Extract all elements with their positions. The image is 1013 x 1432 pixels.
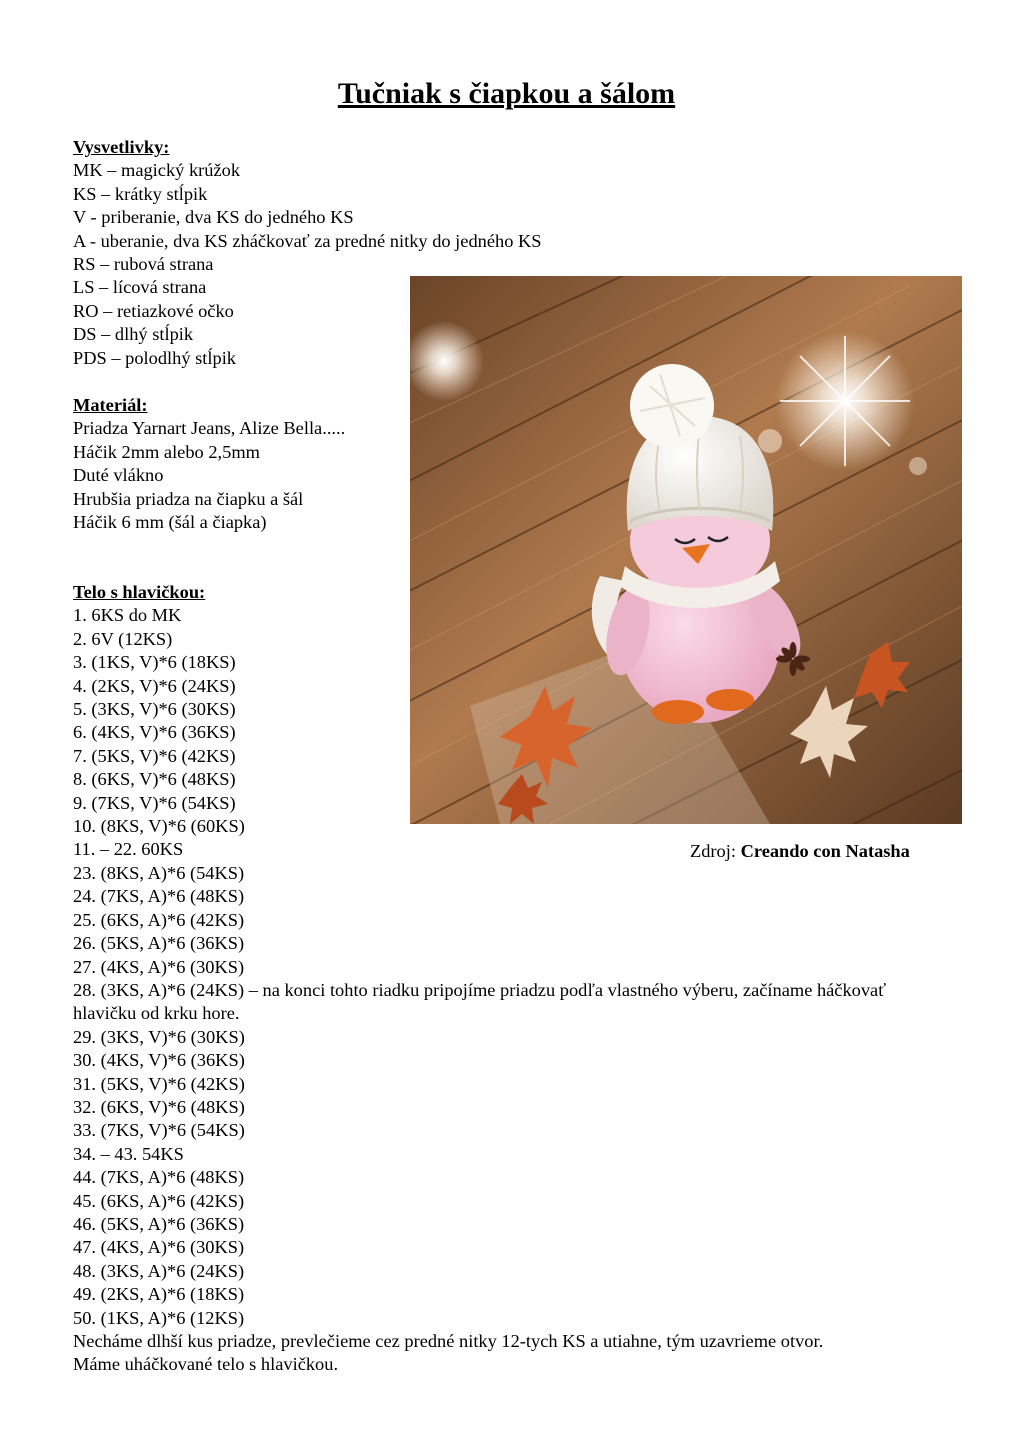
material-item: Priadza Yarnart Jeans, Alize Bella..... bbox=[73, 418, 346, 439]
caption-source: Creando con Natasha bbox=[740, 841, 910, 861]
pattern-row: 46. (5KS, A)*6 (36KS) bbox=[73, 1213, 245, 1234]
legend-item: DS – dlhý stĺpik bbox=[73, 324, 194, 345]
legend-item: V - priberanie, dva KS do jedného KS bbox=[73, 207, 354, 228]
penguin-photo bbox=[410, 276, 962, 824]
pattern-row: 4. (2KS, V)*6 (24KS) bbox=[73, 675, 236, 696]
pattern-row: 9. (7KS, V)*6 (54KS) bbox=[73, 792, 236, 813]
pattern-row: 32. (6KS, V)*6 (48KS) bbox=[73, 1096, 245, 1117]
material-item: Háčik 2mm alebo 2,5mm bbox=[73, 441, 260, 462]
pattern-row: 5. (3KS, V)*6 (30KS) bbox=[73, 699, 236, 720]
pattern-row: 11. – 22. 60KS bbox=[73, 839, 184, 860]
pattern-row: 10. (8KS, V)*6 (60KS) bbox=[73, 816, 245, 837]
pattern-row: 1. 6KS do MK bbox=[73, 605, 182, 626]
pattern-row: 28. (3KS, A)*6 (24KS) – na konci tohto riadku pripojíme priadzu podľa vlastného výberu, začíname háčkovať hlavičku od krku hore. bbox=[73, 979, 887, 1024]
pattern-row: 49. (2KS, A)*6 (18KS) bbox=[73, 1284, 245, 1305]
material-heading: Materiál: bbox=[73, 395, 148, 415]
legend-item: KS – krátky stĺpik bbox=[73, 183, 208, 204]
legend-item: LS – lícová strana bbox=[73, 277, 207, 298]
photo-caption bbox=[690, 840, 910, 863]
pattern-row: 26. (5KS, A)*6 (36KS) bbox=[73, 933, 245, 954]
pattern-row: 34. – 43. 54KS bbox=[73, 1143, 184, 1164]
pattern-row: 3. (1KS, V)*6 (18KS) bbox=[73, 652, 236, 673]
pattern-row: 33. (7KS, V)*6 (54KS) bbox=[73, 1120, 245, 1141]
pattern-row: 50. (1KS, A)*6 (12KS) bbox=[73, 1307, 245, 1328]
closing-text: Máme uháčkované telo s hlavičkou. bbox=[73, 1354, 339, 1375]
pattern-row: 24. (7KS, A)*6 (48KS) bbox=[73, 886, 245, 907]
pattern-row: 8. (6KS, V)*6 (48KS) bbox=[73, 769, 236, 790]
material-item: Háčik 6 mm (šál a čiapka) bbox=[73, 512, 267, 533]
legend-item: A - uberanie, dva KS zháčkovať za predné nitky do jedného KS bbox=[73, 230, 542, 251]
material-section bbox=[73, 394, 345, 534]
pattern-row: 47. (4KS, A)*6 (30KS) bbox=[73, 1237, 245, 1258]
legend-item: MK – magický krúžok bbox=[73, 160, 241, 181]
pattern-row: 31. (5KS, V)*6 (42KS) bbox=[73, 1073, 245, 1094]
pattern-row: 23. (8KS, A)*6 (54KS) bbox=[73, 862, 245, 883]
legend-item: RO – retiazkové očko bbox=[73, 300, 234, 321]
material-item: Hrubšia priadza na čiapku a šál bbox=[73, 488, 304, 509]
legend-item: RS – rubová strana bbox=[73, 254, 214, 275]
pattern-row: 30. (4KS, V)*6 (36KS) bbox=[73, 1050, 245, 1071]
caption-prefix: Zdroj: bbox=[690, 841, 741, 861]
pattern-row: 44. (7KS, A)*6 (48KS) bbox=[73, 1167, 245, 1188]
pattern-row: 45. (6KS, A)*6 (42KS) bbox=[73, 1190, 245, 1211]
legend-heading: Vysvetlivky: bbox=[73, 137, 170, 157]
closing-text: Necháme dlhší kus priadze, prevlečieme cez predné nitky 12-tych KS a utiahne, tým uzavrieme otvor. bbox=[73, 1331, 824, 1351]
pattern-row: 7. (5KS, V)*6 (42KS) bbox=[73, 745, 236, 766]
pattern-row: 27. (4KS, A)*6 (30KS) bbox=[73, 956, 245, 977]
pattern-row: 29. (3KS, V)*6 (30KS) bbox=[73, 1026, 245, 1047]
page-title: Tučniak s čiapkou a šálom bbox=[337, 77, 676, 110]
pattern-row: 25. (6KS, A)*6 (42KS) bbox=[73, 909, 245, 930]
pattern-row: 6. (4KS, V)*6 (36KS) bbox=[73, 722, 236, 743]
legend-item: PDS – polodlhý stĺpik bbox=[73, 347, 236, 368]
pattern-row: 2. 6V (12KS) bbox=[73, 628, 173, 649]
pattern-row: 48. (3KS, A)*6 (24KS) bbox=[73, 1260, 245, 1281]
material-item: Duté vlákno bbox=[73, 465, 164, 486]
body-heading: Telo s hlavičkou: bbox=[73, 582, 206, 602]
